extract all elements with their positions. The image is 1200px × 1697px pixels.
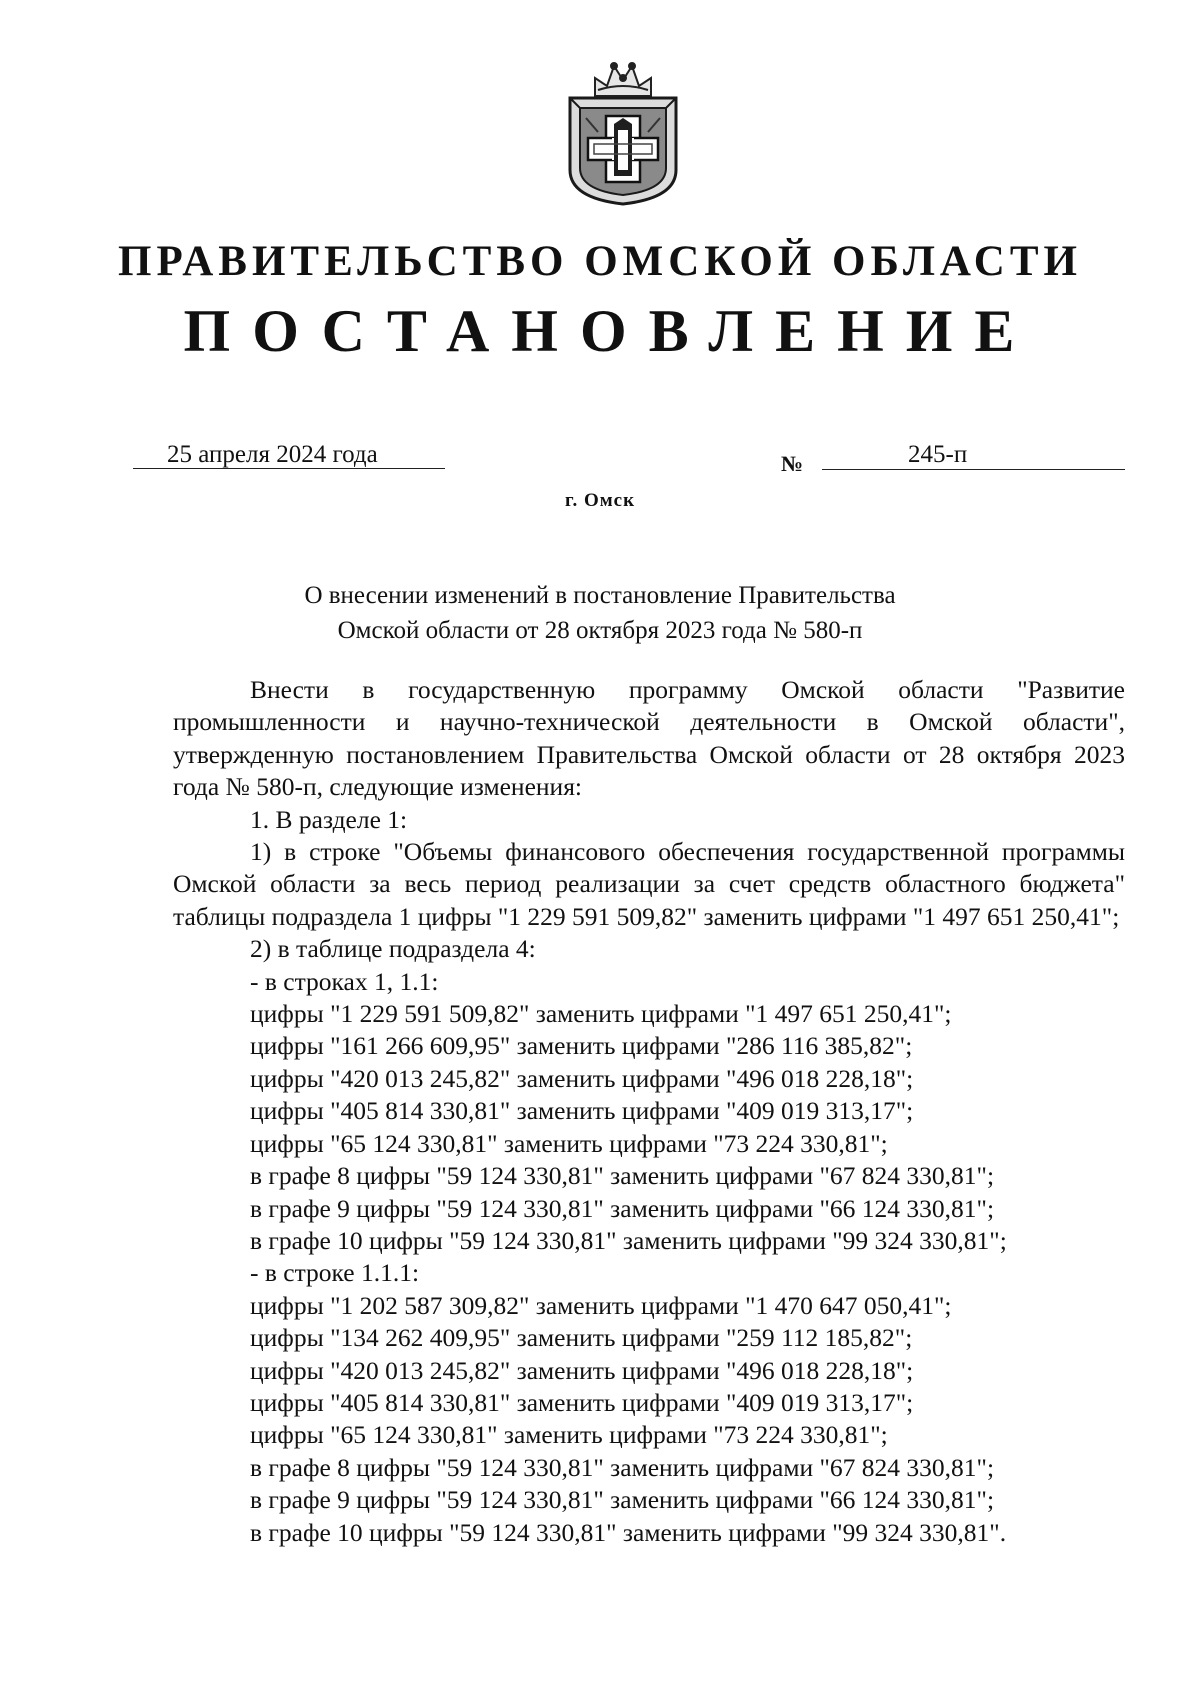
subject-line-2: Омской области от 28 октября 2023 года № 580-п xyxy=(337,617,863,644)
intro-paragraph: Внести в государственную программу Омской области "Развитие промышленности и научно-технической деятельности в Омской области", утвержденную постановлением Правительства Омской области от 28 октября 2023 года № 580-п, следующие изменения: xyxy=(173,675,1125,802)
coat-of-arms-emblem xyxy=(562,58,684,206)
shield-icon xyxy=(570,98,676,204)
date-underline xyxy=(133,468,445,469)
replacement-line: в графе 8 цифры "59 124 330,81" заменить цифрами "67 824 330,81"; xyxy=(250,1161,995,1191)
crown-icon xyxy=(595,63,651,96)
replacement-line: цифры "420 013 245,82" заменить цифрами "496 018 228,18"; xyxy=(250,1063,914,1093)
replacement-line: в графе 9 цифры "59 124 330,81" заменить цифрами "66 124 330,81"; xyxy=(250,1485,995,1515)
rows-a-title: - в строках 1, 1.1: xyxy=(250,966,439,996)
replacement-line: в графе 8 цифры "59 124 330,81" заменить цифрами "67 824 330,81"; xyxy=(250,1452,995,1482)
replacement-line: в графе 10 цифры "59 124 330,81" заменить цифрами "99 324 330,81". xyxy=(250,1517,1007,1547)
item-2: 2) в таблице подраздела 4: xyxy=(250,934,536,964)
replacement-line: цифры "65 124 330,81" заменить цифрами "73 224 330,81"; xyxy=(250,1420,888,1450)
city: г. Омск xyxy=(564,490,636,511)
replacement-line: цифры "65 124 330,81" заменить цифрами "73 224 330,81"; xyxy=(250,1128,888,1158)
rows-b-title: - в строке 1.1.1: xyxy=(250,1258,420,1288)
subject-line-1: О внесении изменений в постановление Правительства xyxy=(304,582,896,609)
document-type: ПОСТАНОВЛЕНИЕ xyxy=(183,298,1037,364)
document-date: 25 апреля 2024 года xyxy=(167,441,378,468)
replacement-line: цифры "405 814 330,81" заменить цифрами "409 019 313,17"; xyxy=(250,1387,914,1417)
section-1-heading: 1. В разделе 1: xyxy=(250,804,408,834)
replacement-line: цифры "420 013 245,82" заменить цифрами "496 018 228,18"; xyxy=(250,1355,914,1385)
number-label: № xyxy=(781,451,804,476)
document-number: 245-п xyxy=(908,441,968,468)
number-underline xyxy=(822,469,1125,470)
replacement-line: цифры "1 202 587 309,82" заменить цифрами "1 470 647 050,41"; xyxy=(250,1290,952,1320)
document-body xyxy=(173,674,1125,1549)
government-name: ПРАВИТЕЛЬСТВО ОМСКОЙ ОБЛАСТИ xyxy=(118,238,1082,285)
replacement-line: в графе 10 цифры "59 124 330,81" заменить цифрами "99 324 330,81"; xyxy=(250,1225,1007,1255)
replacement-line: в графе 9 цифры "59 124 330,81" заменить цифрами "66 124 330,81"; xyxy=(250,1193,995,1223)
replacement-line: цифры "405 814 330,81" заменить цифрами "409 019 313,17"; xyxy=(250,1096,914,1126)
replacement-line: цифры "161 266 609,95" заменить цифрами "286 116 385,82"; xyxy=(250,1031,913,1061)
document-subject xyxy=(0,578,1200,648)
replacement-line: цифры "134 262 409,95" заменить цифрами "259 112 185,82"; xyxy=(250,1323,913,1353)
item-1: 1) в строке "Объемы финансового обеспечения государственной программы Омской области за весь период реализации за счет средств областного бюджета" таблицы подраздела 1 цифры "1 229 591 509,82" заменить цифрами "1 497 651 250,41"; xyxy=(173,837,1125,931)
replacement-line: цифры "1 229 591 509,82" заменить цифрами "1 497 651 250,41"; xyxy=(250,999,952,1029)
